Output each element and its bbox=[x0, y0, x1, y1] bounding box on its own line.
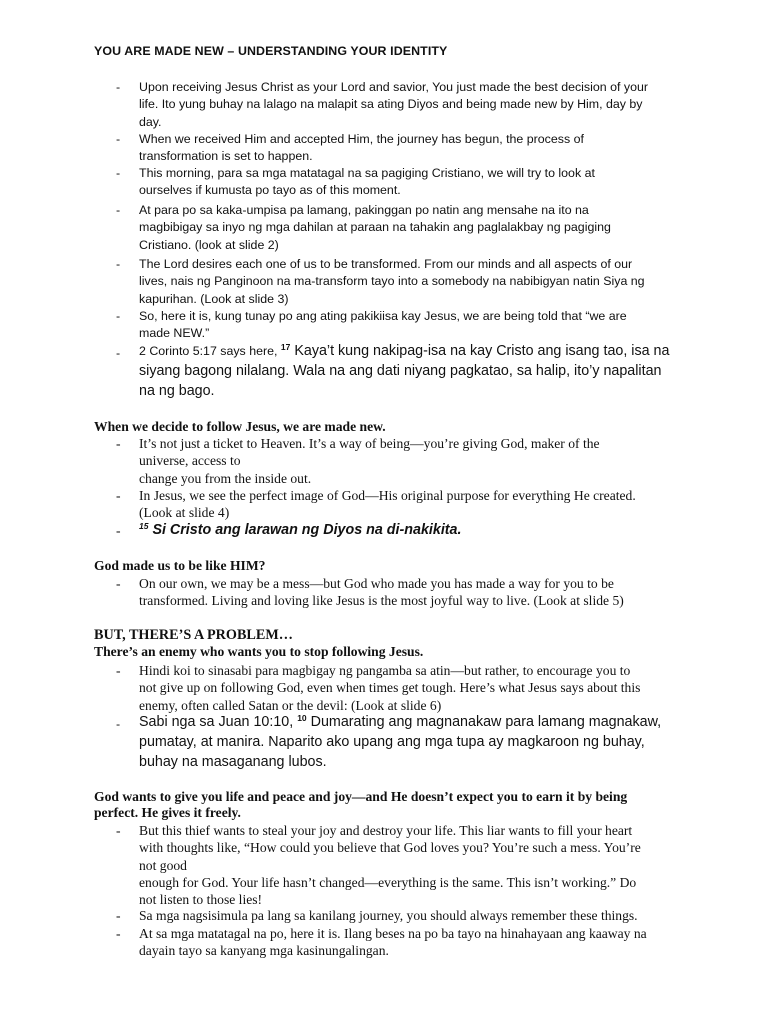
text-line: change you from the inside out. bbox=[139, 470, 312, 486]
text-line: Upon receiving Jesus Christ as your Lord and savior, You just made the best decision of your bbox=[139, 80, 648, 94]
section-heading: perfect. He gives it freely. bbox=[94, 805, 241, 820]
list-item bbox=[116, 435, 726, 487]
text-line: not good bbox=[139, 857, 187, 873]
verse-item bbox=[116, 713, 726, 772]
text-line: At para po sa kaka-umpisa pa lamang, pakinggan po natin ang mensahe na ito na bbox=[139, 203, 589, 217]
bullet-dash: - bbox=[116, 166, 121, 180]
list-item bbox=[116, 487, 726, 522]
text-line: On our own, we may be a mess—but God who made you has made a way for you to be bbox=[139, 576, 614, 591]
text-line: (Look at slide 4) bbox=[139, 505, 230, 521]
list-item bbox=[116, 79, 726, 131]
verse-reference: Sabi nga sa Juan 10:10, bbox=[139, 714, 298, 730]
text-line: transformation is set to happen. bbox=[139, 149, 313, 164]
section-heading: God wants to give you life and peace and joy—and He doesn’t expect you to earn it by being bbox=[94, 789, 628, 804]
verse-number: 10 bbox=[297, 713, 307, 723]
text-line: life. Ito yung buhay na lalago na malapit sa ating Diyos and being made new by Him, day by bbox=[139, 97, 643, 112]
text-line: enough for God. Your life hasn’t changed—everything is the same. This isn’t working.” Do bbox=[139, 874, 637, 890]
list-item bbox=[116, 256, 726, 308]
section-heading: God made us to be like HIM? bbox=[94, 558, 266, 573]
text-line: Sa mga nagsisimula pa lang sa kanilang journey, you should always remember these things. bbox=[139, 908, 638, 923]
bullet-dash: - bbox=[116, 717, 121, 731]
page-title: YOU ARE MADE NEW – UNDERSTANDING YOUR IDENTITY bbox=[94, 44, 448, 58]
text-line: not give up on following God, even when times get tough. Here’s what Jesus says about this bbox=[139, 680, 641, 696]
verse-text: Si Cristo ang larawan ng Diyos na di-nakikita. bbox=[148, 522, 462, 538]
text-line: So, here it is, kung tunay po ang ating pakikiisa kay Jesus, we are being told that “we are bbox=[139, 309, 627, 323]
text-line: lives, nais ng Panginoon na ma-transform tayo into a somebody na nabibigyan natin Siya ng bbox=[139, 274, 645, 289]
list-item bbox=[116, 822, 726, 908]
list-item bbox=[116, 907, 726, 924]
verse-text: siyang bagong nilalang. Wala na ang dati niyang pagkatao, sa halip, ito’y napalitan bbox=[139, 362, 662, 379]
text-line: It’s not just a ticket to Heaven. It’s a way of being—you’re giving God, maker of the bbox=[139, 436, 600, 451]
bullet-dash: - bbox=[116, 436, 121, 451]
verse-text: Dumarating ang magnanakaw para lamang magnakaw, bbox=[306, 714, 662, 730]
text-line: ourselves if kumusta po tayo as of this moment. bbox=[139, 183, 401, 198]
text-line: Hindi koi to sinasabi para magbigay ng pangamba sa atin—but rather, to encourage you to bbox=[139, 663, 631, 678]
text-line: In Jesus, we see the perfect image of God—His original purpose for everything He created. bbox=[139, 488, 636, 503]
bullet-dash: - bbox=[116, 663, 121, 678]
bullet-dash: - bbox=[116, 257, 121, 271]
text-line: dayain tayo sa kanyang mga kasinungalingan. bbox=[139, 943, 389, 959]
text-line: not listen to those lies! bbox=[139, 892, 263, 908]
verse-text: pumatay, at manira. Naparito ako upang ang mga tupa ay magkaroon ng buhay, bbox=[139, 733, 645, 750]
verse-number: 17 bbox=[280, 342, 291, 352]
text-line: with thoughts like, “How could you believe that God loves you? You’re such a mess. You’re bbox=[139, 840, 641, 856]
text-line: Cristiano. (look at slide 2) bbox=[139, 237, 279, 252]
bullet-dash: - bbox=[116, 926, 121, 941]
text-line: kapurihan. (Look at slide 3) bbox=[139, 291, 289, 306]
bullet-dash: - bbox=[116, 908, 121, 923]
bullet-dash: - bbox=[116, 523, 121, 538]
verse-text: buhay na masaganang lubos. bbox=[139, 753, 327, 770]
bullet-dash: - bbox=[116, 346, 121, 360]
text-line: universe, access to bbox=[139, 453, 241, 469]
text-line: magbibigay sa inyo ng mga dahilan at paraan na tahakin ang paglalakbay ng pagiging bbox=[139, 220, 611, 235]
text-line: enemy, often called Satan or the devil: (Look at slide 6) bbox=[139, 697, 442, 713]
verse-reference: 2 Corinto 5:17 says here, bbox=[139, 344, 281, 358]
text-line: When we received Him and accepted Him, the journey has begun, the process of bbox=[139, 132, 584, 146]
bullet-dash: - bbox=[116, 309, 121, 323]
bullet-dash: - bbox=[116, 203, 121, 217]
text-line: This morning, para sa mga matatagal na sa pagiging Cristiano, we will try to look at bbox=[139, 166, 595, 180]
list-item bbox=[116, 662, 726, 714]
verse-item bbox=[116, 521, 726, 541]
verse-item bbox=[116, 342, 726, 401]
text-line: The Lord desires each one of us to be transformed. From our minds and all aspects of our bbox=[139, 257, 633, 271]
section-heading: When we decide to follow Jesus, we are made new. bbox=[94, 419, 386, 434]
list-item bbox=[116, 202, 726, 254]
list-item bbox=[116, 925, 726, 960]
bullet-dash: - bbox=[116, 80, 121, 94]
bullet-dash: - bbox=[116, 132, 121, 146]
bullet-dash: - bbox=[116, 488, 121, 503]
text-line: day. bbox=[139, 114, 162, 129]
text-line: transformed. Living and loving like Jesus is the most joyful way to live. (Look at slide 5) bbox=[139, 593, 624, 609]
bullet-dash: - bbox=[116, 823, 121, 838]
text-line: made NEW.” bbox=[139, 326, 210, 341]
verse-text: na ng bago. bbox=[139, 382, 215, 399]
bullet-dash: - bbox=[116, 576, 121, 591]
section-heading: BUT, THERE’S A PROBLEM… bbox=[94, 627, 293, 643]
list-item bbox=[116, 131, 726, 166]
section-subheading: There’s an enemy who wants you to stop following Jesus. bbox=[94, 644, 424, 659]
verse-number: 15 bbox=[139, 521, 149, 531]
list-item bbox=[116, 575, 726, 610]
verse-text: Kaya’t kung nakipag-isa na kay Cristo ang isang tao, isa na bbox=[290, 343, 670, 359]
text-line: But this thief wants to steal your joy and destroy your life. This liar wants to fill your heart bbox=[139, 823, 633, 838]
list-item bbox=[116, 165, 726, 200]
text-line: At sa mga matatagal na po, here it is. Ilang beses na po ba tayo na hinahayaan ang kaaway na bbox=[139, 926, 647, 941]
list-item bbox=[116, 308, 726, 343]
